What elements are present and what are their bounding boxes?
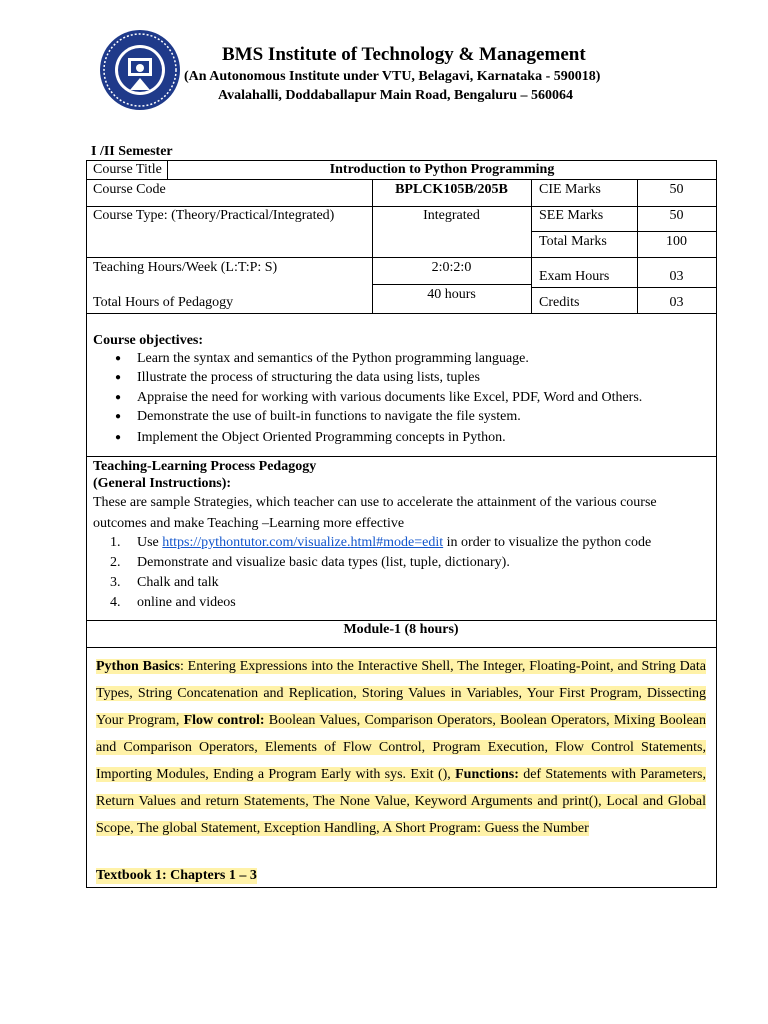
teaching-hours-label: Teaching Hours/Week (L:T:P: S) — [93, 260, 278, 275]
list-item: ● Demonstrate the use of built-in functions to navigate the file system. — [115, 407, 642, 428]
semester-label: I /II Semester — [91, 144, 173, 159]
total-hours-value: 40 hours — [427, 287, 476, 302]
total-marks-value: 100 — [666, 234, 687, 249]
course-code-label: Course Code — [93, 182, 166, 197]
module-heading: Module-1 (8 hours) — [343, 622, 459, 637]
total-marks-label: Total Marks — [539, 234, 607, 249]
flow-control-text: Boolean Values, Comparison Operators, Boolean Operators, Mixing Boolean and Comparison Operators, Elements of Flow Control, Program Execution, Flow Control Statements, Importing Modules, Ending a Program Early with sys. Exit (), — [96, 713, 707, 782]
list-item: ● Implement the Object Oriented Programming concepts in Python. — [115, 428, 642, 447]
course-title-value: Introduction to Python Programming — [329, 162, 555, 177]
python-basics-label: Python Basics — [96, 659, 180, 674]
course-title-label: Course Title — [93, 162, 162, 177]
pythontutor-link[interactable]: https://pythontutor.com/visualize.html#mode=edit — [162, 535, 444, 550]
exam-hours-label: Exam Hours — [539, 269, 610, 284]
credits-label: Credits — [539, 295, 580, 310]
see-marks-value: 50 — [669, 208, 684, 223]
list-text: Demonstrate and visualize basic data types (list, tuple, dictionary). — [137, 555, 510, 570]
institute-address: Avalahalli, Doddaballapur Main Road, Bengaluru – 560064 — [218, 88, 573, 103]
list-number: 3. — [110, 575, 121, 590]
course-type-label: Course Type: (Theory/Practical/Integrated) — [93, 208, 335, 223]
teaching-hours-value: 2:0:2:0 — [431, 260, 472, 275]
see-marks-label: SEE Marks — [539, 208, 604, 223]
module-content — [96, 653, 706, 842]
objectives-title: Course objectives: — [93, 333, 204, 348]
list-item — [110, 573, 651, 593]
pedagogy-list — [110, 533, 651, 613]
functions-text: def Statements with Parameters, Return Values and return Statements, The None Value, Keyword Arguments and print(), Local and Global Scope, The global Statement, Exception Handling, A Short Program: Guess the Number — [96, 767, 706, 836]
list-text: in order to visualize the python code — [443, 535, 652, 550]
credits-value: 03 — [669, 295, 684, 310]
list-item — [110, 593, 651, 613]
institute-affiliation: (An Autonomous Institute under VTU, Belagavi, Karnataka - 590018) — [184, 69, 601, 84]
total-hours-label: Total Hours of Pedagogy — [93, 295, 234, 310]
course-code-value: BPLCK105B/205B — [395, 182, 508, 197]
list-number: 2. — [110, 555, 121, 570]
list-item — [110, 533, 651, 553]
cie-marks-label: CIE Marks — [539, 182, 601, 197]
textbook-reference: Textbook 1: Chapters 1 – 3 — [96, 868, 257, 883]
flow-control-label: Flow control: — [183, 713, 265, 728]
objectives-list — [115, 349, 642, 448]
list-number: 4. — [110, 595, 121, 610]
list-item — [110, 553, 651, 573]
exam-hours-value: 03 — [669, 269, 684, 284]
pedagogy-heading — [93, 458, 316, 492]
list-text: online and videos — [137, 595, 236, 610]
list-item: ● Learn the syntax and semantics of the Python programming language. — [115, 349, 642, 368]
pedagogy-intro: These are sample Strategies, which teacher can use to accelerate the attainment of the various course outcomes and make Teaching –Learning more effective — [93, 495, 657, 531]
list-item: ● Appraise the need for working with various documents like Excel, PDF, Word and Others. — [115, 388, 642, 407]
functions-label: Functions: — [455, 767, 519, 782]
list-item: ● Illustrate the process of structuring the data using lists, tuples — [115, 368, 642, 387]
pedagogy-subtitle: (General Instructions): — [93, 476, 232, 491]
list-number: 1. — [110, 535, 121, 550]
course-type-value: Integrated — [423, 208, 480, 223]
institute-name: BMS Institute of Technology & Management — [222, 44, 586, 65]
python-basics-text: : Entering Expressions into the Interactive Shell, The Integer, Floating-Point, and String Data Types, String Concatenation and Replication, Storing Values in Variables, Your First Program, Dissecting Your Program, — [96, 659, 706, 728]
list-text: Chalk and talk — [137, 575, 219, 590]
institute-seal-icon — [98, 28, 182, 112]
list-text: Use — [137, 535, 163, 550]
pedagogy-title: Teaching-Learning Process Pedagogy — [93, 459, 317, 474]
cie-marks-value: 50 — [669, 182, 684, 197]
